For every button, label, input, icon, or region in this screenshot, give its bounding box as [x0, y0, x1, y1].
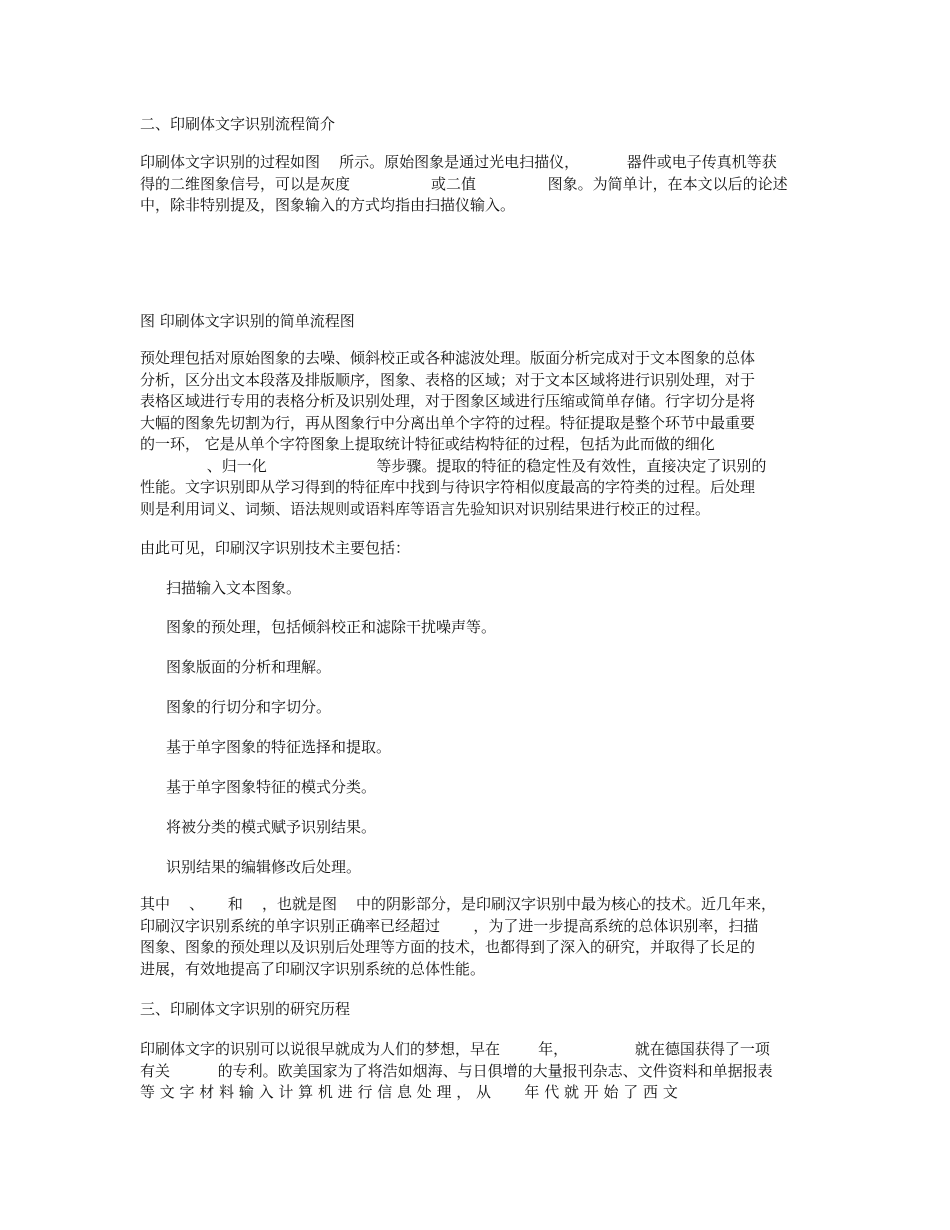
paragraph-core-tech	[140, 894, 820, 980]
text-line: 进展，有效地提高了印刷汉字识别系统的总体性能。	[140, 959, 486, 978]
text-line: 表格区域进行专用的表格分析及识别处理，对于图象区域进行压缩或简单存储。行字切分是将	[140, 392, 756, 410]
paragraph-preprocessing	[140, 348, 820, 520]
text-line: 图象、图象的预处理以及识别后处理等方面的技术，也都得到了深入的研究，并取得了长足的	[140, 938, 756, 956]
text-line: 的一环， 它是从单个字符图象上提取统计特征或结构特征的过程，包括为此而做的细化	[140, 435, 715, 453]
text-line: 得的二维图象信号，可以是灰度 或二值 图象。为简单计，在本文以后的论述	[140, 174, 788, 193]
text-line: 性能。文字识别即从学习得到的特征库中找到与待识字符相似度最高的字符类的过程。后处理	[140, 478, 756, 496]
text-line: 分析，区分出文本段落及排版顺序，图象、表格的区域；对于文本区域将进行识别处理，对于	[140, 370, 756, 389]
list-item: 基于单字图象特征的模式分类。	[166, 778, 377, 796]
text-line: 中，除非特别提及，图象输入的方式均指由扫描仪输入。	[140, 196, 516, 214]
text-line: 则是利用词义、词频、语法规则或语料库等语言先验知识对识别结果进行校正的过程。	[140, 499, 711, 518]
list-item: 将被分类的模式赋予识别结果。	[166, 818, 377, 836]
paragraph-history	[140, 1039, 820, 1104]
list-item: 扫描输入文本图象。	[166, 579, 302, 597]
text-line: 等 文 字 材 料 输 入 计 算 机 进 行 信 息 处 理 ， 从 年 代 就 开 始 了 西 文	[140, 1083, 678, 1101]
text-line: 印刷体文字的识别可以说很早就成为人们的梦想，早在 年， 就在德国获得了一项	[140, 1040, 770, 1058]
text-line: 印刷体文字识别的过程如图 所示。原始图象是通过光电扫描仪， 器件或电子传真机等获	[140, 153, 777, 171]
figure-caption: 图 印刷体文字识别的简单流程图	[140, 312, 355, 330]
paragraph-process-intro	[140, 152, 820, 217]
text-line: 印刷汉字识别系统的单字识别正确率已经超过 ，为了进一步提高系统的总体识别率，扫描	[140, 916, 759, 935]
list-item: 基于单字图象的特征选择和提取。	[166, 738, 392, 756]
paragraph-summary: 由此可见，印刷汉字识别技术主要包括：	[140, 539, 411, 557]
list-item: 图象的行切分和字切分。	[166, 698, 332, 716]
text-line: 大幅的图象先切割为行，再从图象行中分离出单个字符的过程。特征提取是整个环节中最重要	[140, 413, 756, 432]
text-line: 有关 的专利。欧美国家为了将浩如烟海、与日俱增的大量报刊杂志、文件资料和单据报表	[140, 1061, 773, 1080]
section-heading-3: 三、印刷体文字识别的研究历程	[140, 1000, 351, 1018]
list-item: 图象的预处理，包括倾斜校正和滤除干扰噪声等。	[166, 618, 497, 636]
section-heading-2: 二、印刷体文字识别流程简介	[140, 115, 336, 133]
list-item: 识别结果的编辑修改后处理。	[166, 858, 362, 876]
text-line: 、归一化 等步骤。提取的特征的稳定性及有效性，直接决定了识别的	[140, 456, 767, 475]
text-line: 预处理包括对原始图象的去噪、倾斜校正或各种滤波处理。版面分析完成对于文本图象的总体	[140, 349, 756, 367]
list-item: 图象版面的分析和理解。	[166, 658, 332, 676]
text-line: 其中 、 和 ，也就是图 中的阴影部分，是印刷汉字识别中最为核心的技术。近几年来，	[140, 895, 777, 913]
